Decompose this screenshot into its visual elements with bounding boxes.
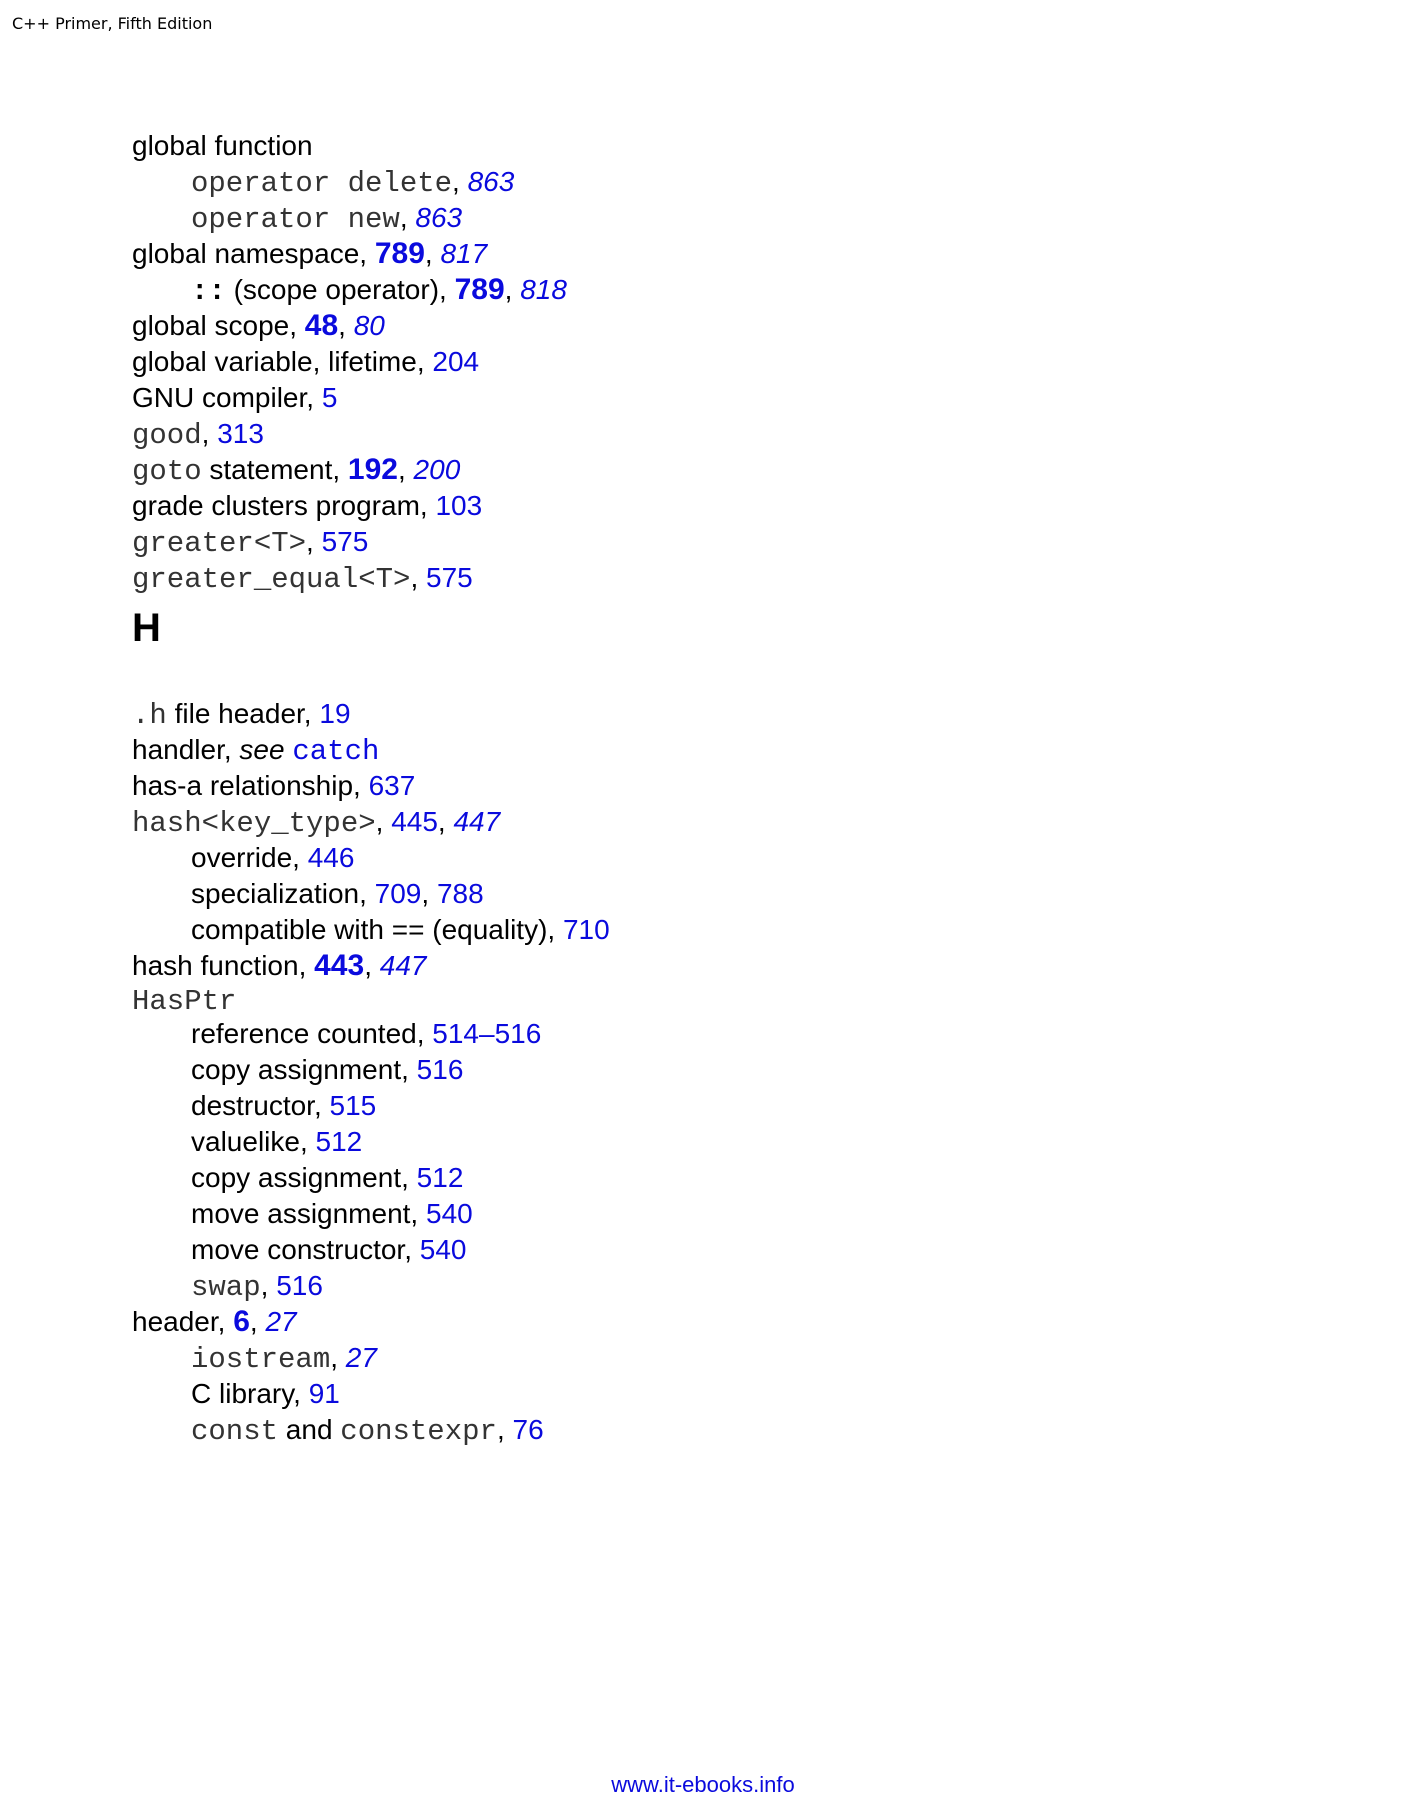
page-link[interactable]: 443 [314, 949, 365, 982]
entry-term: (scope operator), [225, 274, 455, 305]
entry-code: .h [132, 699, 167, 732]
page-link[interactable]: 192 [347, 453, 398, 486]
index-subentry-destructor [191, 1088, 376, 1124]
entry-term: destructor, [191, 1090, 330, 1121]
entry-term: and [278, 1414, 341, 1445]
entry-term: hash function, [132, 950, 315, 981]
index-entry-good [132, 416, 264, 454]
entry-separator: , [496, 1414, 513, 1445]
entry-separator: , [364, 950, 380, 981]
index-subentry-move-constructor [191, 1232, 466, 1268]
footer-link[interactable]: www.it-ebooks.info [611, 1772, 795, 1797]
page-link[interactable]: 447 [453, 806, 501, 837]
entry-code: goto [132, 455, 202, 488]
page-link[interactable]: 817 [440, 238, 488, 269]
entry-term: override, [191, 842, 308, 873]
page-link[interactable]: 516 [276, 1270, 323, 1301]
index-entry-h-file [132, 696, 351, 734]
entry-term: specialization, [191, 878, 375, 909]
page-link[interactable]: 76 [512, 1414, 544, 1445]
index-entry-hash-key-type [132, 804, 500, 842]
index-subentry-copy-assignment [191, 1160, 463, 1196]
entry-code: :: [191, 275, 226, 308]
index-subentry-scope-operator [191, 272, 567, 310]
entry-code: greater<T> [132, 527, 307, 560]
index-entry-global-namespace [132, 236, 487, 272]
page-link[interactable]: 516 [416, 1054, 464, 1085]
page-link[interactable]: 512 [416, 1162, 464, 1193]
index-entry-goto [132, 452, 460, 490]
page-link[interactable]: 445 [391, 806, 438, 837]
entry-term: GNU compiler, [132, 382, 322, 413]
entry-separator: , [330, 1342, 346, 1373]
see-reference: see [239, 734, 285, 765]
entry-code: operator new [191, 203, 400, 236]
page-link[interactable]: 514–516 [432, 1018, 542, 1049]
entry-term: global namespace, [132, 238, 375, 269]
page-link[interactable]: 313 [217, 418, 264, 449]
index-entry-header [132, 1304, 297, 1340]
index-entry-global-scope [132, 308, 385, 344]
page-link[interactable]: 709 [374, 878, 422, 909]
page-link[interactable]: 789 [374, 237, 425, 270]
index-subentry-c-library [191, 1376, 340, 1412]
index-entry-hash-function [132, 948, 426, 984]
page-link[interactable]: 447 [379, 950, 427, 981]
page-link[interactable]: 48 [304, 309, 339, 342]
page-link[interactable]: 446 [307, 842, 355, 873]
entry-term: header, [132, 1306, 234, 1337]
entry-term: has-a relationship, [132, 770, 369, 801]
entry-term: copy assignment, [191, 1054, 417, 1085]
entry-separator: , [375, 806, 392, 837]
page-link[interactable]: 540 [419, 1234, 467, 1265]
page-link[interactable]: 200 [413, 454, 461, 485]
page-link[interactable]: 6 [233, 1305, 250, 1338]
see-target-link[interactable]: catch [292, 735, 380, 768]
page-link[interactable]: 863 [467, 166, 515, 197]
index-subentry-move-assignment [191, 1196, 473, 1232]
entry-separator: , [201, 418, 218, 449]
section-letter: H [132, 606, 161, 650]
index-subentry-swap [191, 1268, 323, 1306]
entry-term: global scope, [132, 310, 305, 341]
index-entry-has-a [132, 768, 415, 804]
page-link[interactable]: 512 [315, 1126, 363, 1157]
page-link[interactable]: 575 [426, 562, 473, 593]
page-link[interactable]: 19 [319, 698, 351, 729]
page-link[interactable]: 863 [415, 202, 463, 233]
index-subentry-reference-counted [191, 1016, 541, 1052]
index-subentry-copy-assignment [191, 1052, 463, 1088]
entry-separator: , [437, 806, 454, 837]
page-link[interactable]: 540 [426, 1198, 473, 1229]
entry-term: handler, [132, 734, 240, 765]
page-link[interactable]: 575 [321, 526, 369, 557]
entry-separator: , [260, 1270, 277, 1301]
page-link[interactable]: 818 [520, 274, 567, 305]
index-entry-gnu-compiler [132, 380, 337, 416]
entry-term: global function [132, 130, 313, 161]
entry-term: copy assignment, [191, 1162, 417, 1193]
entry-code: greater_equal<T> [132, 563, 411, 596]
entry-term: compatible with == (equality), [191, 914, 563, 945]
entry-separator: , [397, 454, 414, 485]
index-entry-hasptr [132, 982, 236, 1020]
entry-separator: , [504, 274, 521, 305]
entry-term: valuelike, [191, 1126, 316, 1157]
index-subentry-compatible-equality [191, 912, 610, 948]
page-link[interactable]: 204 [432, 346, 480, 377]
entry-code: constexpr [340, 1415, 497, 1448]
page-link[interactable]: 637 [368, 770, 416, 801]
index-entry-greater [132, 524, 368, 562]
entry-separator: , [424, 238, 441, 269]
entry-separator: , [410, 562, 427, 593]
entry-code: HasPtr [132, 985, 237, 1018]
running-head: C++ Primer, Fifth Edition [12, 14, 213, 33]
index-subentry-operator-delete [191, 164, 514, 202]
entry-code: operator delete [191, 167, 453, 200]
index-entry-grade-clusters [132, 488, 482, 524]
index-subentry-const-constexpr [191, 1412, 544, 1450]
entry-separator: , [399, 202, 416, 233]
index-entry-greater-equal [132, 560, 473, 598]
entry-separator: , [452, 166, 468, 197]
index-subentry-operator-new [191, 200, 462, 238]
page-link[interactable]: 5 [321, 382, 338, 413]
entry-separator: , [421, 878, 437, 909]
page-link[interactable]: 788 [436, 878, 484, 909]
entry-term: statement, [201, 454, 348, 485]
index-entry-handler [132, 732, 379, 770]
page-link[interactable]: 515 [329, 1090, 377, 1121]
entry-term: grade clusters program, [132, 490, 436, 521]
entry-term: file header, [166, 698, 320, 729]
page-link[interactable]: 80 [353, 310, 385, 341]
entry-code: iostream [191, 1343, 331, 1376]
index-subentry-specialization [191, 876, 484, 912]
index-subentry-override [191, 840, 354, 876]
page-link[interactable]: 710 [562, 914, 610, 945]
entry-code: good [132, 419, 202, 452]
page-link[interactable]: 103 [435, 490, 483, 521]
entry-code: hash<key_type> [132, 807, 376, 840]
index-entry-global-function [132, 128, 313, 164]
entry-term: global variable, lifetime, [132, 346, 433, 377]
entry-term: move assignment, [191, 1198, 426, 1229]
index-subentry-valuelike [191, 1124, 362, 1160]
page-link[interactable]: 27 [345, 1342, 377, 1373]
index-subentry-iostream [191, 1340, 377, 1378]
page-link[interactable]: 91 [308, 1378, 340, 1409]
entry-code: const [191, 1415, 279, 1448]
page-link[interactable]: 789 [454, 273, 505, 306]
entry-separator: , [338, 310, 354, 341]
entry-term: reference counted, [191, 1018, 433, 1049]
entry-separator: , [249, 1306, 266, 1337]
entry-term: move constructor, [191, 1234, 420, 1265]
entry-separator: , [306, 526, 322, 557]
index-entry-global-variable [132, 344, 479, 380]
page-link[interactable]: 27 [265, 1306, 297, 1337]
entry-code: swap [191, 1271, 261, 1304]
entry-term: C library, [191, 1378, 309, 1409]
